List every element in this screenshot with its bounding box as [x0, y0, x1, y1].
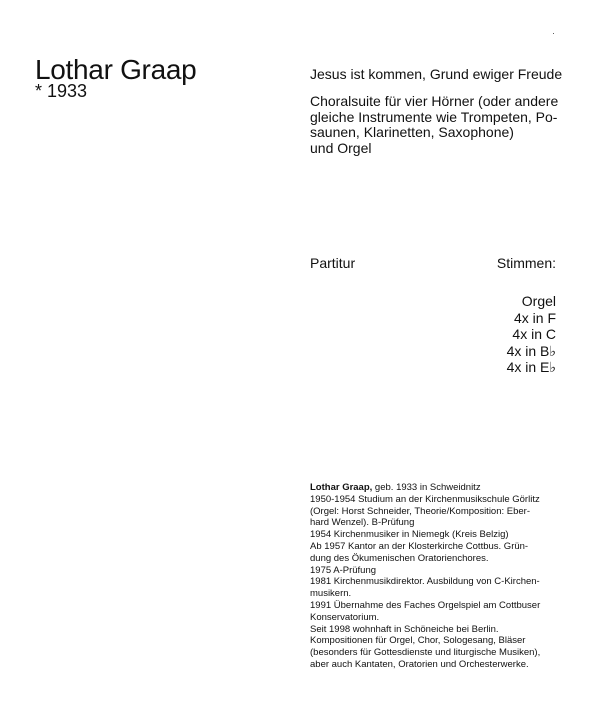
work-description	[310, 94, 580, 156]
bio-intro: geb. 1933 in Schweidnitz	[372, 482, 481, 493]
bio-line: (Orgel: Horst Schneider, Theorie/Komposition: Eber-	[310, 505, 531, 517]
bio-line: 1981 Kirchenmusikdirektor. Ausbildung von C-Kirchen-	[310, 576, 540, 588]
description-line: gleiche Instrumente wie Trompeten, Po-	[310, 108, 558, 125]
bio-line: Kompositionen für Orgel, Chor, Sologesang, Bläser	[310, 635, 526, 647]
bio-line: 1954 Kirchenmusiker in Niemegk (Kreis Belzig)	[310, 529, 509, 541]
bio-name: Lothar Graap,	[310, 482, 373, 493]
bio-line: dung des Ökumenischen Oratorienchores.	[310, 552, 489, 564]
part-item: 4x in E♭	[506, 359, 556, 375]
bio-line: Seit 1998 wohnhaft in Schöneiche bei Berlin.	[310, 623, 499, 635]
bio-line: (besonders für Gottesdienste und liturgische Musiken),	[310, 647, 541, 659]
corner-mark: ·	[552, 28, 555, 38]
bio-line: musikern.	[310, 588, 352, 600]
bio-line: Ab 1957 Kantor an der Klosterkirche Cottbus. Grün-	[310, 540, 529, 552]
composer-name: Lothar Graap	[35, 54, 197, 85]
part-item: 4x in B♭	[506, 342, 556, 359]
score-label: Partitur	[310, 255, 356, 271]
description-line: Choralsuite für vier Hörner (oder andere	[310, 93, 559, 109]
bio-line: hard Wenzel). B-Prüfung	[310, 517, 415, 529]
composer-biography	[310, 482, 572, 671]
description-line: saunen, Klarinetten, Saxophone)	[310, 124, 514, 140]
composer-birth-year: * 1933	[35, 81, 88, 101]
bio-line: 1975 A-Prüfung	[310, 564, 377, 576]
bio-line: 1950-1954 Studium an der Kirchenmusikschule Görlitz	[310, 493, 540, 505]
description-line: und Orgel	[310, 139, 372, 156]
part-item: Orgel	[521, 293, 556, 309]
parts-list	[460, 293, 556, 376]
bio-heading-line	[310, 482, 572, 494]
part-item: 4x in F	[513, 309, 556, 326]
work-title: Jesus ist kommen, Grund ewiger Freude	[310, 66, 563, 82]
bio-line: 1991 Übernahme des Faches Orgelspiel am Cottbuser	[310, 599, 541, 611]
bio-line: aber auch Kantaten, Oratorien und Orchesterwerke.	[310, 658, 529, 670]
bio-line: Konservatorium.	[310, 611, 380, 623]
part-item: 4x in C	[512, 326, 556, 342]
parts-label: Stimmen:	[496, 255, 556, 271]
